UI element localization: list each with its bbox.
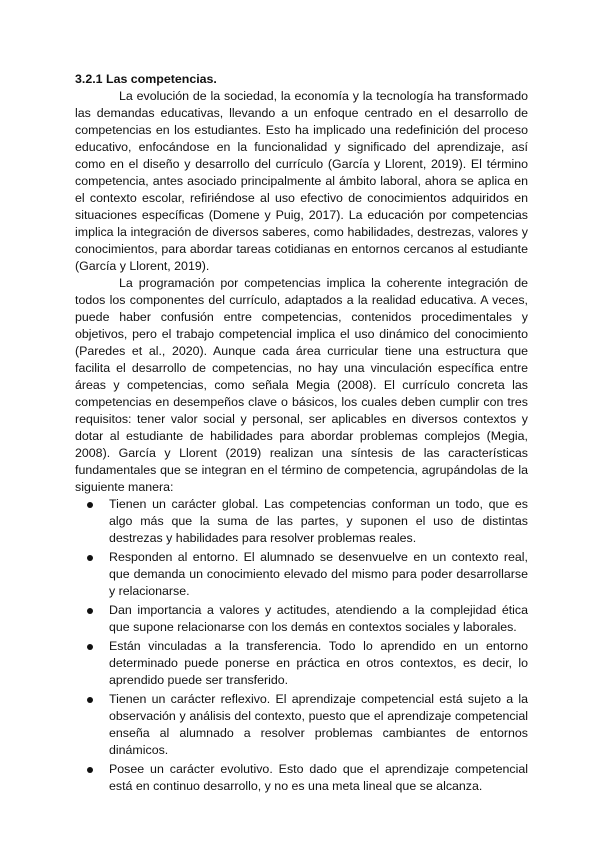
list-item (75, 691, 528, 759)
list-item-text: Dan importancia a valores y actitudes, atendiendo a la complejidad ética que supone relacionarse con los demás en contextos sociales y laborales. (109, 603, 528, 634)
bullet-icon (87, 502, 93, 508)
list-item (75, 761, 528, 795)
list-item (75, 496, 528, 547)
paragraph: La evolución de la sociedad, la economía y la tecnología ha transformado las demandas educativas, llevando a un enfoque centrado en el desarrollo de competencias en los estudiantes. Esto ha implicado una redefinición del proceso educativo, enfocándose en la funcionalidad y significado del aprendizaje, así como en el diseño y desarrollo del currículo (García y Llorent, 2019). El término competencia, antes asociado principalmente al ámbito laboral, ahora se aplica en el contexto escolar, refiriéndose al uso efectivo de conocimientos adquiridos en situaciones específicas (Domene y Puig, 2017). La educación por competencias implica la integración de diversos saberes, como habilidades, destrezas, valores y conocimientos, para abordar tareas cotidianas en entornos cercanos al estudiante (García y Llorent, 2019). (75, 89, 528, 273)
list-item-text: Tienen un carácter reflexivo. El aprendizaje competencial está sujeto a la observación y análisis del contexto, puesto que el aprendizaje competencial enseña al alumnado a resolver problemas cambiantes de entornos dinámicos. (109, 692, 528, 757)
bullet-list (75, 496, 528, 795)
list-item-text: Tienen un carácter global. Las competencias conforman un todo, que es algo más que la suma de las partes, y suponen el uso de distintas destrezas y habilidades para resolver problemas reales. (109, 497, 528, 545)
list-item (75, 602, 528, 636)
document-page (75, 71, 528, 797)
bullet-icon (87, 644, 93, 650)
bullet-icon (87, 697, 93, 703)
bullet-icon (87, 767, 93, 773)
paragraph: La programación por competencias implica la coherente integración de todos los componentes del currículo, adaptados a la realidad educativa. A veces, puede haber confusión entre competencias, contenidos procedimentales y objetivos, pero el trabajo competencial implica el uso dinámico del conocimiento (Paredes et al., 2020). Aunque cada área curricular tiene una estructura que facilita el desarrollo de competencias, no hay una vinculación específica entre áreas y competencias, como señala Megia (2008). El currículo concreta las competencias en desempeños clave o básicos, los cuales deben cumplir con tres requisitos: tener valor social y personal, ser aplicables en diversos contextos y dotar al estudiante de habilidades para abordar problemas complejos (Megia, 2008). García y Llorent (2019) realizan una síntesis de las características fundamentales que se integran en el término de competencia, agrupándolas de la siguiente manera: (75, 276, 528, 494)
list-item (75, 549, 528, 600)
list-item-text: Están vinculadas a la transferencia. Todo lo aprendido en un entorno determinado puede ponerse en práctica en otros contextos, es decir, lo aprendido puede ser transferido. (109, 639, 528, 687)
list-item (75, 638, 528, 689)
bullet-icon (87, 555, 93, 561)
list-item-text: Posee un carácter evolutivo. Esto dado que el aprendizaje competencial está en continuo desarrollo, y no es una meta lineal que se alcanza. (109, 762, 528, 793)
list-item-text: Responden al entorno. El alumnado se desenvuelve en un contexto real, que demanda un conocimiento elevado del mismo para poder desarrollarse y relacionarse. (109, 550, 528, 598)
section-heading: 3.2.1 Las competencias. (75, 72, 217, 86)
bullet-icon (87, 608, 93, 614)
